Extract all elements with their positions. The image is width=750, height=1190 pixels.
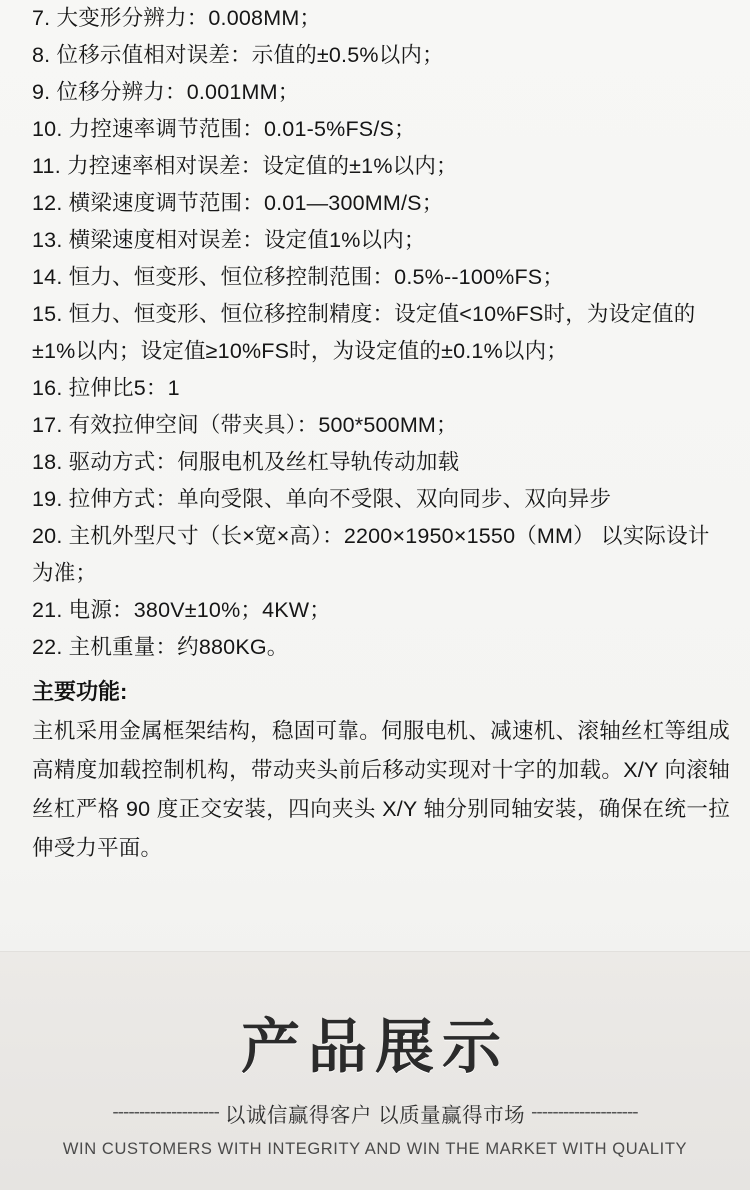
- spec-list: [32, 0, 730, 666]
- list-item: 19. 拉伸方式：单向受限、单向不受限、双向同步、双向异步: [32, 487, 612, 511]
- slogan-english: WIN CUSTOMERS WITH INTEGRITY AND WIN THE MARKET WITH QUALITY: [62, 1140, 688, 1158]
- dash-right: --------------------: [531, 1102, 638, 1123]
- list-item: 11. 力控速率相对误差：设定值的±1%以内；: [32, 154, 458, 178]
- slogan-text: 以诚信赢得客户 以质量赢得市场: [224, 1104, 526, 1127]
- list-item: 18. 驱动方式：伺服电机及丝杠导轨传动加载: [32, 450, 460, 474]
- showcase-title: 产品展示: [240, 1014, 509, 1080]
- list-item: 10. 力控速率调节范围：0.01-5%FS/S；: [32, 117, 416, 141]
- main-functions-title: 主要功能:: [32, 679, 128, 704]
- list-item: 12. 横梁速度调节范围：0.01—300MM/S；: [32, 191, 444, 215]
- list-item: 13. 横梁速度相对误差：设定值1%以内；: [32, 228, 426, 252]
- list-item: 16. 拉伸比5：1: [32, 376, 180, 400]
- showcase-section: [0, 1010, 750, 1159]
- list-item: 17. 有效拉伸空间（带夹具）：500*500MM；: [32, 413, 458, 437]
- list-item: 9. 位移分辨力：0.001MM；: [32, 80, 300, 104]
- dash-left: --------------------: [112, 1102, 219, 1123]
- list-item: 14. 恒力、恒变形、恒位移控制范围：0.5%--100%FS；: [32, 265, 565, 289]
- list-item: 20. 主机外型尺寸（长×宽×高）：2200×1950×1550（MM） 以实际设计为准；: [32, 524, 710, 585]
- slogan-row: [0, 1098, 750, 1128]
- list-item: 21. 电源：380V±10%；4KW；: [32, 598, 331, 622]
- list-item: 22. 主机重量：约880KG。: [32, 635, 289, 659]
- main-functions-body: 主机采用金属框架结构，稳固可靠。伺服电机、减速机、滚轴丝杠等组成高精度加载控制机构，带动夹头前后移动实现对十字的加载。X/Y 向滚轴丝杠严格 90 度正交安装，四向夹头 X/Y 轴分别同轴安装，确保在统一拉伸受力平面。: [32, 719, 730, 860]
- list-item: 7. 大变形分辨力：0.008MM；: [32, 6, 322, 30]
- list-item: 8. 位移示值相对误差：示值的±0.5%以内；: [32, 43, 444, 67]
- list-item: 15. 恒力、恒变形、恒位移控制精度：设定值<10%FS时，为设定值的±1%以内；设定值≥10%FS时，为设定值的±0.1%以内；: [32, 302, 696, 363]
